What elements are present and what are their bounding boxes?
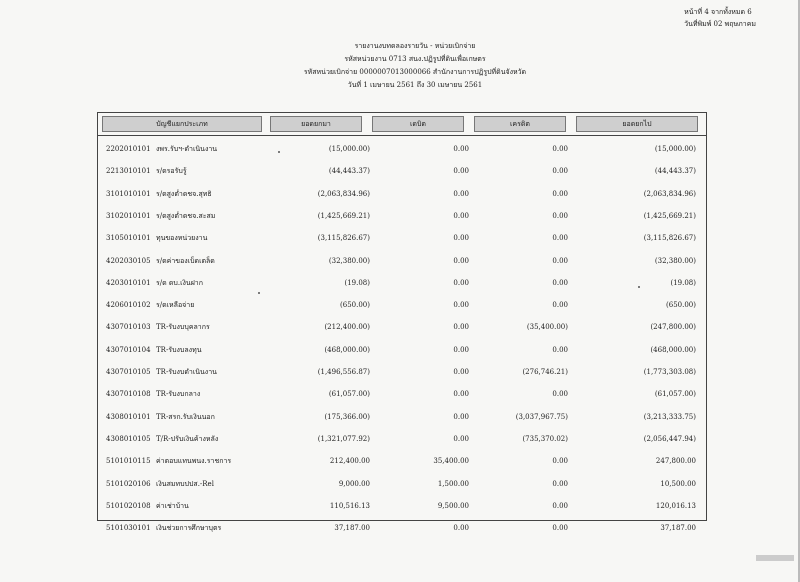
table-row bbox=[98, 160, 706, 183]
table-row bbox=[98, 227, 706, 250]
account-name: TR-รับงบลงทุน bbox=[156, 345, 202, 354]
account-name: ค่าตอบแทนพนง.ราชการ bbox=[156, 457, 232, 466]
carried-forward-value: (2,056,447.94) bbox=[643, 434, 696, 443]
account-name: ร/ดรอรับรู้ bbox=[156, 167, 187, 176]
credit-value: 0.00 bbox=[552, 211, 568, 220]
debit-value: 0.00 bbox=[453, 412, 469, 421]
account-name: งพร.รับฯ-ดำเนินงาน bbox=[156, 145, 218, 153]
brought-forward-value: (3,115,826.67) bbox=[317, 234, 370, 243]
table-row bbox=[98, 517, 706, 540]
carried-forward-value: (44,443.37) bbox=[654, 167, 696, 176]
account-code: 5101010115 bbox=[106, 457, 151, 466]
account-code: 3101010101 bbox=[106, 189, 151, 198]
carried-forward-value: (1,773,303.08) bbox=[643, 368, 696, 376]
account-name: TR-รับงบกลาง bbox=[156, 390, 201, 399]
credit-value: 0.00 bbox=[552, 234, 568, 243]
account-name: TR-สรก.รับเงินนอก bbox=[156, 412, 215, 421]
table-row bbox=[98, 183, 706, 206]
brought-forward-value: (19.08) bbox=[344, 278, 370, 287]
debit-value: 0.00 bbox=[453, 301, 469, 310]
credit-value: 0.00 bbox=[552, 145, 568, 153]
debit-value: 0.00 bbox=[453, 323, 469, 332]
account-name: T/R-ปรับเงินค้างหลัง bbox=[156, 434, 219, 443]
debit-value: 1,500.00 bbox=[437, 479, 469, 488]
brought-forward-value: (650.00) bbox=[340, 301, 370, 310]
credit-value: 0.00 bbox=[552, 278, 568, 287]
credit-value: 0.00 bbox=[552, 524, 568, 533]
credit-value: 0.00 bbox=[552, 390, 568, 399]
carried-forward-value: (3,213,333.75) bbox=[643, 412, 696, 421]
debit-value: 0.00 bbox=[453, 434, 469, 443]
credit-value: 0.00 bbox=[552, 189, 568, 198]
brought-forward-value: (32,380.00) bbox=[328, 256, 370, 265]
print-date: วันที่พิมพ์ 02 พฤษภาคม bbox=[684, 20, 756, 28]
account-code: 4307010105 bbox=[106, 368, 151, 376]
carried-forward-value: (15,000.00) bbox=[654, 145, 696, 153]
col-brought-forward: ยอดยกมา bbox=[270, 116, 362, 132]
carried-forward-value: (468,000.00) bbox=[650, 345, 696, 354]
account-code: 4202030105 bbox=[106, 256, 151, 265]
date-range: วันที่ 1 เมษายน 2561 ถึง 30 เมษายน 2561 bbox=[347, 81, 483, 89]
disbursement-unit: รหัสหน่วยเบิกจ่าย 0000007013000066 สำนักงานการปฏิรูปที่ดินจังหวัด bbox=[303, 68, 527, 76]
col-account: บัญชีแยกประเภท bbox=[102, 116, 262, 132]
report-header bbox=[250, 40, 580, 92]
table-row bbox=[98, 316, 706, 339]
credit-value: 0.00 bbox=[552, 479, 568, 488]
brought-forward-value: (2,063,834.96) bbox=[317, 189, 370, 198]
debit-value: 0.00 bbox=[453, 167, 469, 176]
debit-value: 0.00 bbox=[453, 524, 469, 533]
debit-value: 0.00 bbox=[453, 345, 469, 354]
table-row bbox=[98, 450, 706, 473]
table-row bbox=[98, 339, 706, 362]
debit-value: 9,500.00 bbox=[437, 501, 469, 510]
account-name: ร/ด ดบ.เงินฝาก bbox=[156, 278, 203, 287]
table-row bbox=[98, 205, 706, 228]
col-carried-forward: ยอดยกไป bbox=[576, 116, 698, 132]
account-name: เงินช่วยการศึกษาบุตร bbox=[156, 524, 222, 533]
page-number: หน้าที่ 4 จากทั้งหมด 6 bbox=[684, 8, 752, 16]
report-title: รายงานงบทดลองรายวัน - หน่วยเบิกจ่าย bbox=[354, 42, 476, 50]
agency-code: รหัสหน่วยงาน 0713 สนง.ปฏิรูปที่ดินเพื่อเกษตร bbox=[344, 55, 486, 63]
trial-balance-table bbox=[97, 112, 707, 533]
table-row bbox=[98, 428, 706, 451]
account-name: ร/ดเหลือจ่าย bbox=[156, 301, 195, 310]
page-info bbox=[684, 6, 756, 30]
account-name: TR-รับงบบุคลากร bbox=[156, 323, 210, 332]
brought-forward-value: 37,187.00 bbox=[334, 524, 370, 533]
scan-speck bbox=[638, 286, 640, 288]
table-row bbox=[98, 495, 706, 518]
credit-value: (35,400.00) bbox=[526, 323, 568, 332]
credit-value: 0.00 bbox=[552, 457, 568, 466]
carried-forward-value: (650.00) bbox=[666, 301, 696, 310]
carried-forward-value: 120,016.13 bbox=[655, 501, 696, 510]
account-name: เงินสมทบปปส.-Rel bbox=[156, 479, 214, 488]
brought-forward-value: 212,400.00 bbox=[329, 457, 370, 466]
carried-forward-value: 247,800.00 bbox=[655, 457, 696, 466]
brought-forward-value: (1,496,556.87) bbox=[317, 368, 370, 376]
table-row bbox=[98, 383, 706, 406]
table-row bbox=[98, 294, 706, 317]
debit-value: 0.00 bbox=[453, 368, 469, 376]
account-code: 5101030101 bbox=[106, 524, 151, 533]
account-code: 5101020106 bbox=[106, 479, 151, 488]
carried-forward-value: (247,800.00) bbox=[650, 323, 696, 332]
carried-forward-value: 37,187.00 bbox=[660, 524, 696, 533]
table-row bbox=[98, 272, 706, 295]
debit-value: 0.00 bbox=[453, 256, 469, 265]
carried-forward-value: (1,425,669.21) bbox=[643, 211, 696, 220]
brought-forward-value: (15,000.00) bbox=[328, 145, 370, 153]
brought-forward-value: (175,366.00) bbox=[324, 412, 370, 421]
brought-forward-value: (212,400.00) bbox=[324, 323, 370, 332]
account-name: ร/ดสูงต่ำดชจ.สะสม bbox=[156, 211, 216, 220]
credit-value: (3,037,967.75) bbox=[515, 412, 568, 421]
table-header bbox=[98, 113, 706, 136]
table-row bbox=[98, 361, 706, 384]
carried-forward-value: (2,063,834.96) bbox=[643, 189, 696, 198]
account-name: ทุนของหน่วยงาน bbox=[156, 234, 208, 243]
account-name: ร/ดค่าของเบ็ดเตล็ด bbox=[156, 256, 215, 265]
col-credit: เครดิต bbox=[474, 116, 566, 132]
table-row bbox=[98, 406, 706, 429]
account-code: 3102010101 bbox=[106, 211, 151, 220]
account-name: ร/ดสูงต่ำดชจ.สุทธิ bbox=[156, 189, 212, 198]
brought-forward-value: (1,425,669.21) bbox=[317, 211, 370, 220]
credit-value: 0.00 bbox=[552, 301, 568, 310]
account-code: 4308010101 bbox=[106, 412, 151, 421]
account-code: 4307010108 bbox=[106, 390, 151, 399]
debit-value: 0.00 bbox=[453, 390, 469, 399]
col-debit: เดบิต bbox=[372, 116, 464, 132]
scan-speck bbox=[278, 151, 280, 153]
carried-forward-value: (19.08) bbox=[670, 278, 696, 287]
credit-value: 0.00 bbox=[552, 345, 568, 354]
account-code: 5101020108 bbox=[106, 501, 151, 510]
debit-value: 0.00 bbox=[453, 278, 469, 287]
account-code: 2202010101 bbox=[106, 145, 151, 153]
debit-value: 0.00 bbox=[453, 211, 469, 220]
credit-value: 0.00 bbox=[552, 501, 568, 510]
brought-forward-value: 110,516.13 bbox=[329, 501, 370, 510]
carried-forward-value: (61,057.00) bbox=[654, 390, 696, 399]
debit-value: 35,400.00 bbox=[433, 457, 469, 466]
credit-value: 0.00 bbox=[552, 167, 568, 176]
debit-value: 0.00 bbox=[453, 234, 469, 243]
account-name: ค่าเช่าบ้าน bbox=[156, 501, 189, 510]
account-code: 4307010104 bbox=[106, 345, 151, 354]
debit-value: 0.00 bbox=[453, 145, 469, 153]
brought-forward-value: (1,321,077.92) bbox=[317, 434, 370, 443]
account-code: 4203010101 bbox=[106, 278, 151, 287]
table-row bbox=[98, 138, 706, 161]
brought-forward-value: (61,057.00) bbox=[328, 390, 370, 399]
account-code: 4307010103 bbox=[106, 323, 151, 332]
scan-smudge bbox=[756, 555, 794, 561]
carried-forward-value: (32,380.00) bbox=[654, 256, 696, 265]
brought-forward-value: (44,443.37) bbox=[328, 167, 370, 176]
account-name: TR-รับงบดำเนินงาน bbox=[156, 368, 217, 376]
account-code: 4206010102 bbox=[106, 301, 151, 310]
account-code: 3105010101 bbox=[106, 234, 151, 243]
credit-value: (276,746.21) bbox=[522, 368, 568, 376]
credit-value: 0.00 bbox=[552, 256, 568, 265]
carried-forward-value: (3,115,826.67) bbox=[643, 234, 696, 243]
table-row bbox=[98, 250, 706, 273]
carried-forward-value: 10,500.00 bbox=[660, 479, 696, 488]
scan-speck bbox=[258, 292, 260, 294]
account-code: 2213010101 bbox=[106, 167, 151, 176]
brought-forward-value: 9,000.00 bbox=[338, 479, 370, 488]
debit-value: 0.00 bbox=[453, 189, 469, 198]
credit-value: (735,370.02) bbox=[522, 434, 568, 443]
brought-forward-value: (468,000.00) bbox=[324, 345, 370, 354]
account-code: 4308010105 bbox=[106, 434, 151, 443]
table-row bbox=[98, 473, 706, 496]
